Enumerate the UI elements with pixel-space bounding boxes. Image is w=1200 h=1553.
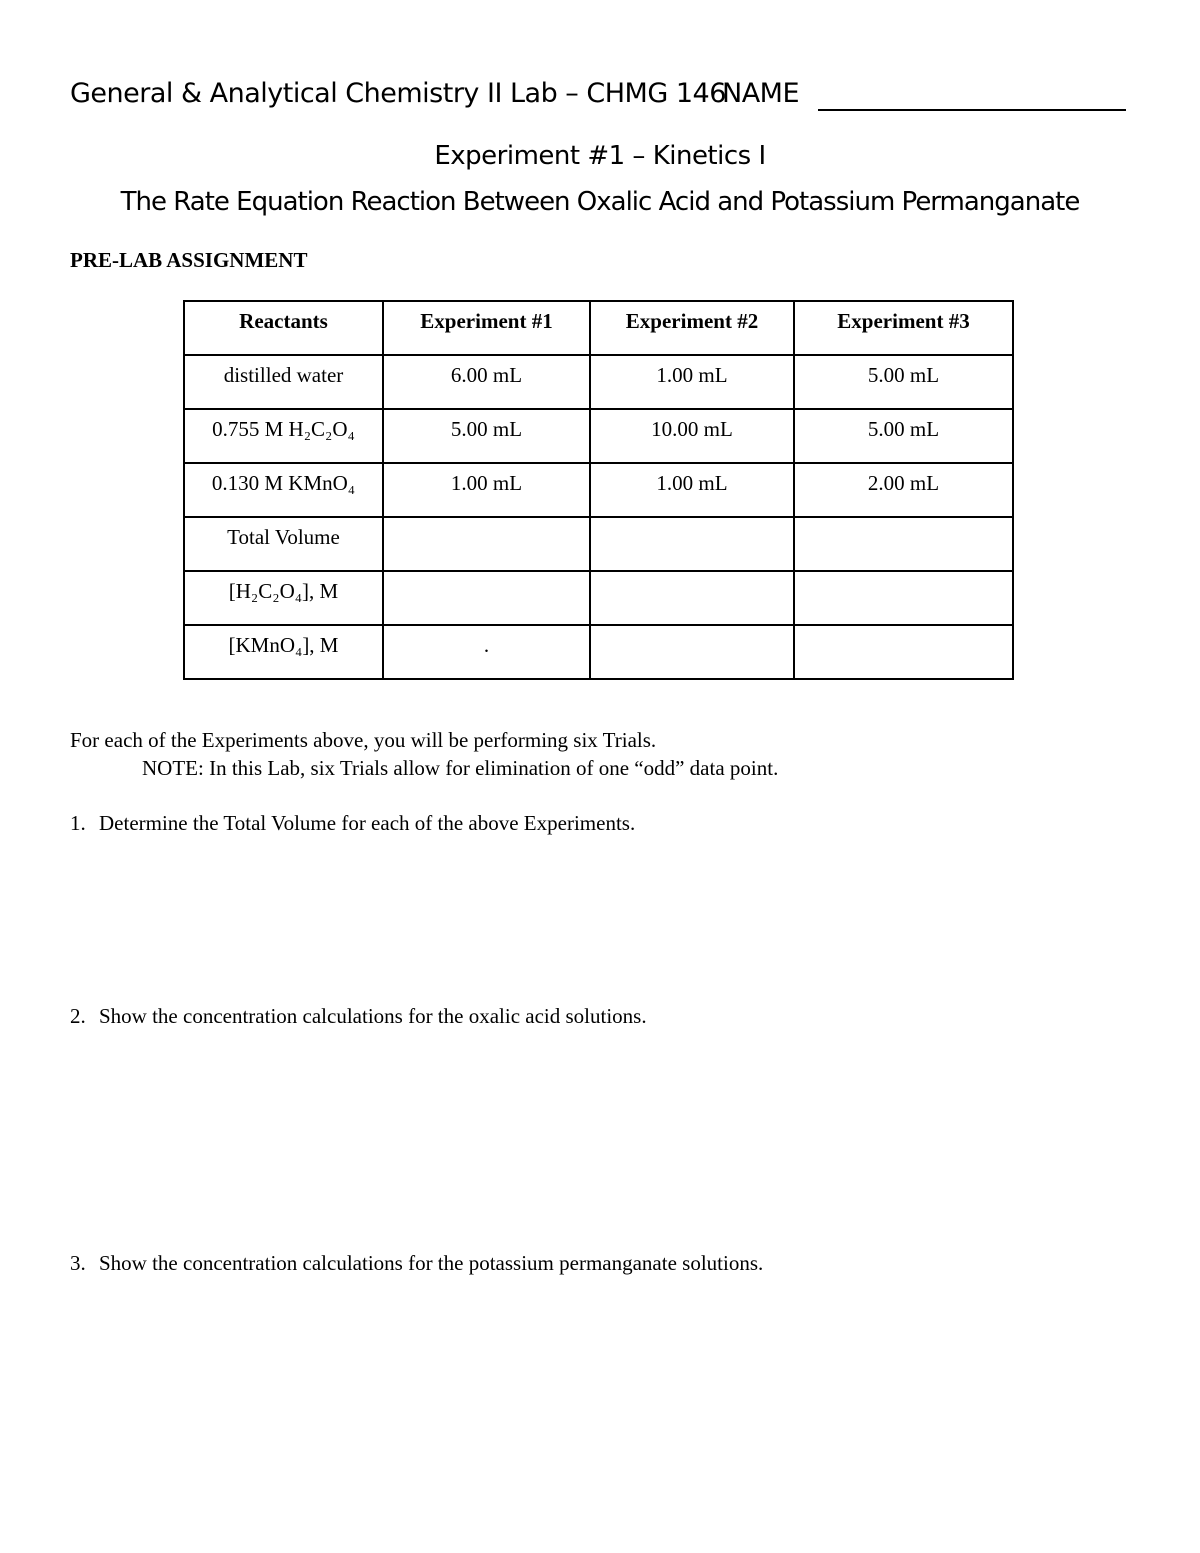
answer-cell[interactable] [590,571,794,625]
answer-cell[interactable] [383,571,590,625]
header-experiment-3: Experiment #3 [794,301,1013,355]
note-text: NOTE: In this Lab, six Trials allow for elimination of one “odd” data point. [142,756,779,780]
table-cell: 1.00 mL [383,463,590,517]
question-1 [70,811,635,836]
question-text: Determine the Total Volume for each of the above Experiments. [99,811,636,835]
answer-cell[interactable] [590,517,794,571]
question-number: 2. [70,1004,86,1028]
table-cell: 6.00 mL [383,355,590,409]
table-row [184,463,1013,517]
question-text: Show the concentration calculations for the oxalic acid solutions. [99,1004,647,1028]
answer-cell[interactable] [590,625,794,679]
course-title: General & Analytical Chemistry II Lab – CHMG 146 [70,78,726,109]
table-cell: 1.00 mL [590,463,794,517]
name-blank-line[interactable] [818,109,1126,111]
name-label: NAME [722,78,800,109]
question-text: Show the concentration calculations for the potassium permanganate solutions. [99,1251,764,1275]
table-row [184,517,1013,571]
experiment-title: Experiment #1 – Kinetics I [434,141,766,171]
intro-text: For each of the Experiments above, you will be performing six Trials. [70,728,657,752]
answer-cell[interactable] [794,571,1013,625]
question-number: 3. [70,1251,86,1275]
row-label: [KMnO₄], M [184,625,383,679]
reactant-name: 0.755 M H₂C₂O₄ [184,409,383,463]
reactant-name: 0.130 M KMnO₄ [184,463,383,517]
question-number: 1. [70,811,86,835]
reactants-table [183,300,1014,680]
answer-cell[interactable]: . [383,625,590,679]
header-experiment-1: Experiment #1 [383,301,590,355]
reactant-name: distilled water [184,355,383,409]
table-cell: 5.00 mL [794,409,1013,463]
row-label: Total Volume [184,517,383,571]
row-label: [H₂C₂O₄], M [184,571,383,625]
answer-cell[interactable] [794,517,1013,571]
answer-cell[interactable] [383,517,590,571]
table-cell: 1.00 mL [590,355,794,409]
section-title: PRE-LAB ASSIGNMENT [70,248,308,272]
table-cell: 10.00 mL [590,409,794,463]
question-2 [70,1004,647,1029]
table-header-row [184,301,1013,355]
answer-cell[interactable] [794,625,1013,679]
question-3 [70,1251,763,1276]
table-row [184,571,1013,625]
table-cell: 5.00 mL [383,409,590,463]
experiment-subtitle: The Rate Equation Reaction Between Oxalic Acid and Potassium Permanganate [120,187,1080,217]
table-cell: 5.00 mL [794,355,1013,409]
table-cell: 2.00 mL [794,463,1013,517]
table-row [184,625,1013,679]
header-reactants: Reactants [184,301,383,355]
table-row [184,409,1013,463]
header-experiment-2: Experiment #2 [590,301,794,355]
table-row [184,355,1013,409]
